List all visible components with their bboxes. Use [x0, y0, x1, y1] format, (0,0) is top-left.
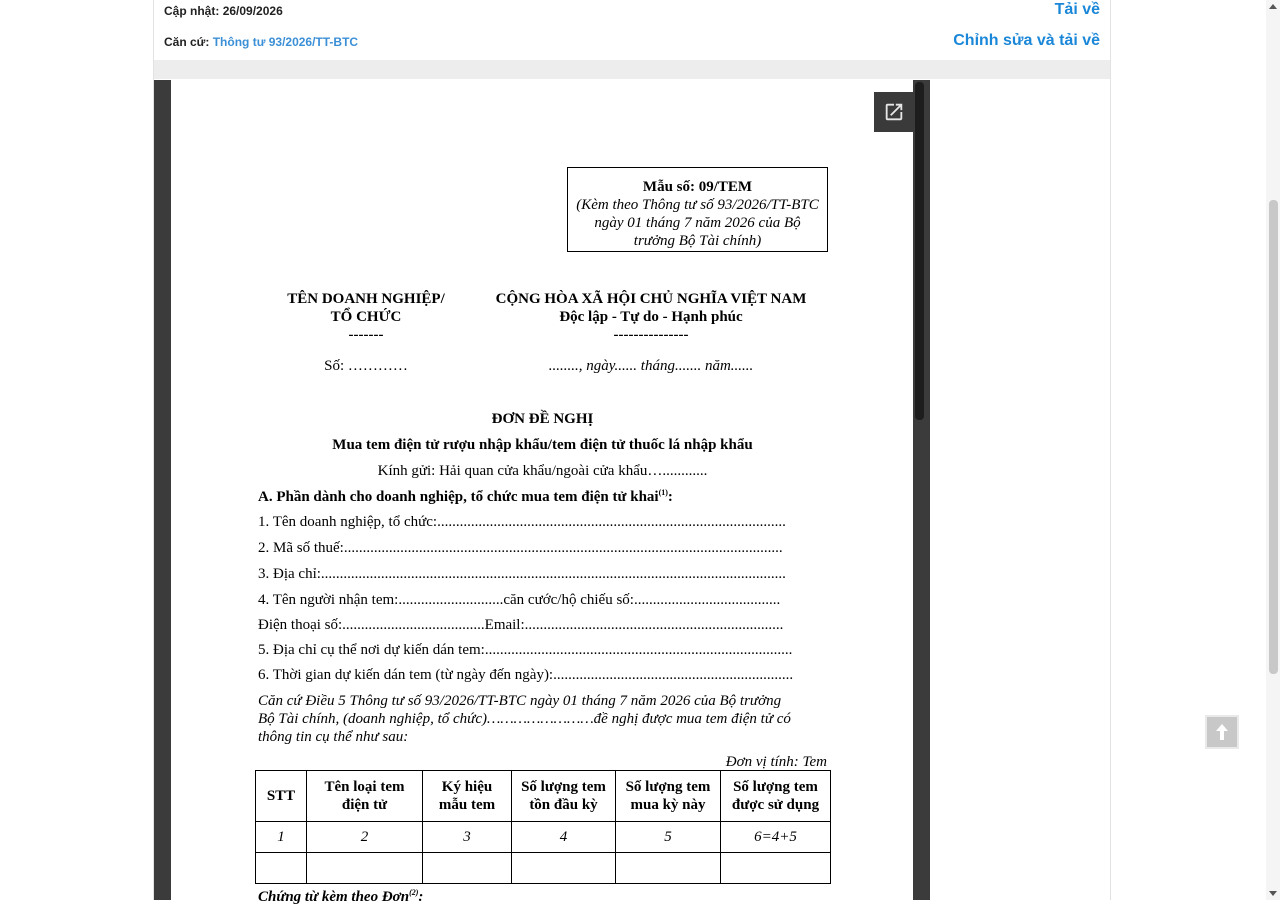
- table-index-row: [256, 822, 831, 853]
- document-number: Số: …………: [324, 358, 408, 374]
- scroll-down-arrow-icon[interactable]: [1269, 891, 1277, 896]
- field-tax-code: 2. Mã số thuế:.....................................................................................................................: [258, 540, 783, 556]
- content-panel: [153, 0, 1111, 905]
- back-to-top-button[interactable]: [1205, 715, 1239, 749]
- organization-name-line1: TÊN DOANH NGHIỆP/: [287, 291, 445, 307]
- basis-paragraph: [258, 692, 838, 746]
- organization-divider: -------: [348, 327, 384, 343]
- page-scrollbar-thumb[interactable]: [1269, 200, 1278, 674]
- table-cell: 3: [423, 822, 512, 853]
- section-a-colon: :: [667, 489, 673, 505]
- attached-colon: :: [418, 889, 424, 905]
- field-organization-name: 1. Tên doanh nghiệp, tổ chức:.............................................................................................: [258, 514, 786, 530]
- field-label-location: 5. Địa chỉ cụ thể nơi dự kiến dán tem:..................................................................................: [258, 642, 793, 658]
- table-cell: [512, 853, 616, 884]
- viewer-scrollbar[interactable]: [915, 82, 924, 420]
- stamp-table: [255, 770, 831, 884]
- basis-link[interactable]: Thông tư 93/2026/TT-BTC: [212, 35, 359, 49]
- organization-name-block: [271, 290, 461, 344]
- updated-date: 26/09/2026: [222, 4, 283, 18]
- header-cell-stamp-code: Ký hiệu mẫu tem: [423, 771, 512, 822]
- form-number: Mẫu số: 09/TEM: [642, 179, 753, 195]
- table-cell: [616, 853, 721, 884]
- document-viewer[interactable]: [154, 80, 930, 905]
- basis-paragraph-line3: thông tin cụ thể như sau:: [258, 729, 409, 745]
- table-cell: 5: [616, 822, 721, 853]
- table-empty-row: [256, 853, 831, 884]
- table-cell: [721, 853, 831, 884]
- national-divider: ---------------: [613, 327, 689, 343]
- header-cell-usable: Số lượng tem được sử dụng: [721, 771, 831, 822]
- organization-name-line2: TỔ CHỨC: [330, 309, 402, 325]
- document-subtitle: Mua tem điện tử rượu nhập khẩu/tem điện tử thuốc lá nhập khẩu: [332, 437, 753, 453]
- form-note-3: trưởng Bộ Tài chính): [633, 233, 762, 249]
- national-title: CỘNG HÒA XÃ HỘI CHỦ NGHĨA VIỆT NAM: [495, 291, 807, 307]
- attached-text: Chứng từ kèm theo Đơn: [258, 889, 410, 905]
- arrow-up-icon: [1214, 723, 1230, 741]
- table-cell: 4: [512, 822, 616, 853]
- basis-info: [164, 35, 358, 49]
- national-header: [471, 290, 831, 344]
- separator-band: [154, 60, 1110, 79]
- table-cell: [256, 853, 307, 884]
- field-recipient: 4. Tên người nhận tem:............................căn cước/hộ chiếu số:.......................................: [258, 592, 781, 608]
- form-number-box: [567, 167, 828, 252]
- table-cell: 6=4+5: [721, 822, 831, 853]
- document-page: [171, 80, 913, 905]
- document-date: ........, ngày...... tháng....... năm......: [548, 358, 754, 374]
- table-cell: [423, 853, 512, 884]
- header-cell-stt: STT: [256, 771, 307, 822]
- table-header-row: [256, 771, 831, 822]
- updated-info: [164, 4, 283, 18]
- field-phone-email: Điện thoại số:......................................Email:.....................................................................: [258, 617, 784, 633]
- section-a-text: A. Phần dành cho doanh nghiệp, tổ chức mua tem điện tử khai: [258, 489, 659, 505]
- edit-download-link[interactable]: Chỉnh sửa và tải về: [953, 32, 1100, 49]
- download-link[interactable]: Tải về: [1054, 1, 1100, 18]
- external-link-icon: [883, 101, 905, 123]
- national-motto: Độc lập - Tự do - Hạnh phúc: [559, 309, 743, 325]
- field-label-time: 6. Thời gian dự kiến dán tem (từ ngày đến ngày):................................................................: [258, 667, 794, 683]
- recipient-line: Kính gửi: Hải quan cửa khẩu/ngoài cửa khẩu…............: [377, 463, 708, 479]
- attached-footnote: (2): [409, 888, 419, 897]
- table-cell: 1: [256, 822, 307, 853]
- section-a-heading: [258, 488, 673, 506]
- form-note-1: (Kèm theo Thông tư số 93/2026/TT-BTC: [576, 197, 819, 213]
- header-cell-opening-stock: Số lượng tem tồn đầu kỳ: [512, 771, 616, 822]
- field-address: 3. Địa chỉ:............................................................................................................................: [258, 566, 786, 582]
- form-note-2: ngày 01 tháng 7 năm 2026 của Bộ: [594, 215, 801, 231]
- open-external-button[interactable]: [874, 92, 914, 132]
- table-cell: 2: [307, 822, 423, 853]
- page-scrollbar[interactable]: [1266, 0, 1280, 900]
- attached-documents-line: [258, 888, 423, 906]
- scroll-up-arrow-icon[interactable]: [1269, 4, 1277, 9]
- header-cell-stamp-type: Tên loại tem điện tử: [307, 771, 423, 822]
- document-title: ĐƠN ĐỀ NGHỊ: [491, 411, 594, 427]
- unit-label: Đơn vị tính: Tem: [725, 754, 827, 770]
- section-a-footnote: (1): [658, 488, 668, 497]
- updated-label: Cập nhật:: [164, 4, 220, 18]
- header-cell-purchase: Số lượng tem mua kỳ này: [616, 771, 721, 822]
- table-cell: [307, 853, 423, 884]
- basis-paragraph-line2: Bộ Tài chính, (doanh nghiệp, tổ chức)……………………đề nghị được mua tem điện tử có: [258, 711, 791, 727]
- basis-paragraph-line1: Căn cứ Điều 5 Thông tư số 93/2026/TT-BTC ngày 01 tháng 7 năm 2026 của Bộ trưởng: [258, 693, 782, 709]
- basis-label: Căn cứ:: [164, 35, 210, 49]
